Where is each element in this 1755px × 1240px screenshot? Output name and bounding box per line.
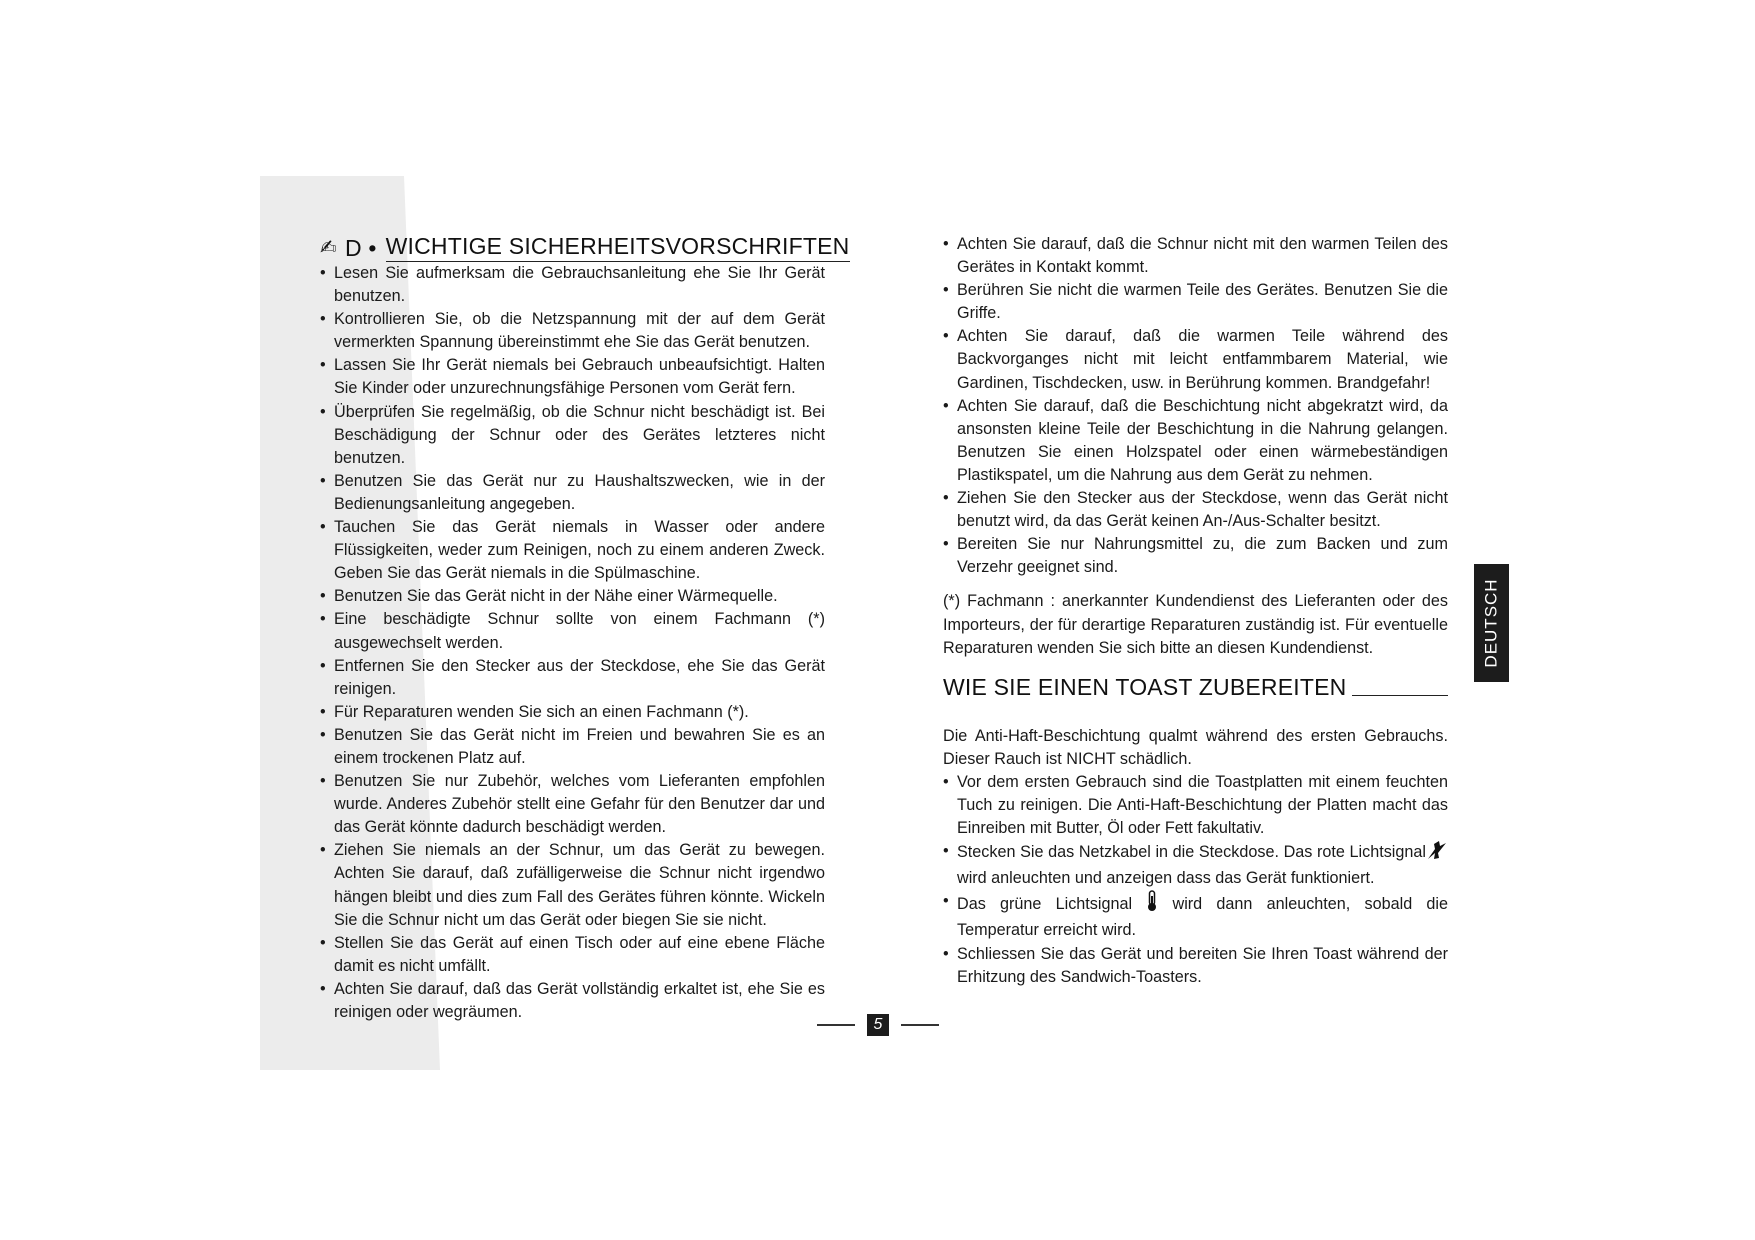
page-number-rule-right xyxy=(901,1024,939,1026)
heading-lead: D • xyxy=(344,235,377,261)
left-column xyxy=(320,232,850,1024)
page-number xyxy=(817,1013,939,1037)
step-text-a: Das grüne Lichtsignal xyxy=(957,895,1133,914)
list-item: • Benutzen Sie nur Zubehör, welches vom Lieferanten empfohlen wurde. Anderes Zubehör stellt eine Gefahr für den Benutzer dar und das Gerät könnte dadurch beschädigt werden. xyxy=(320,770,825,839)
list-item: • Benutzen Sie das Gerät nur zu Haushaltszwecken, wie in der Bedienungsanleitung angegeben. xyxy=(320,470,825,516)
list-item: • Schliessen Sie das Gerät und bereiten Sie Ihren Toast während der Erhitzung des Sandwich-Toasters. xyxy=(943,943,1448,989)
toast-heading xyxy=(943,673,1448,701)
list-item: • Benutzen Sie das Gerät nicht im Freien und bewahren Sie es an einem trockenen Platz auf. xyxy=(320,724,825,770)
list-item: • Vor dem ersten Gebrauch sind die Toastplatten mit einem feuchten Tuch zu reinigen. Die Anti-Haft-Beschichtung der Platten macht das Einreiben mit Butter, Öl oder Fett fakultativ. xyxy=(943,771,1448,840)
page-number-value: 5 xyxy=(867,1014,889,1036)
toast-steps xyxy=(943,771,1448,989)
power-plug-icon xyxy=(1426,840,1448,867)
list-item: • Achten Sie darauf, daß das Gerät vollständig erkaltet ist, ehe Sie es reinigen oder wegräumen. xyxy=(320,978,825,1024)
list-item: • Kontrollieren Sie, ob die Netzspannung mit der auf dem Gerät vermerkten Spannung übereinstimmt ehe Sie das Gerät benutzen. xyxy=(320,308,825,354)
fachmann-note: (*) Fachmann : anerkannter Kundendienst des Lieferanten oder des Importeurs, der für derartige Reparaturen zuständig ist. Für eventuelle Reparaturen wenden Sie sich bitte an diesen Kundendienst. xyxy=(943,592,1448,657)
list-item: • Bereiten Sie nur Nahrungsmittel zu, die zum Backen und zum Verzehr geeignet sind. xyxy=(943,533,1448,579)
list-item: • Achten Sie darauf, daß die warmen Teile während des Backvorganges nicht mit leicht entfammbarem Material, wie Gardinen, Tischdecken, usw. in Berührung kommen. Brandgefahr! xyxy=(943,325,1448,394)
safety-heading xyxy=(320,232,850,262)
page-number-rule-left xyxy=(817,1024,855,1026)
list-item: • Berühren Sie nicht die warmen Teile des Gerätes. Benutzen Sie die Griffe. xyxy=(943,279,1448,325)
list-item: • Achten Sie darauf, daß die Schnur nicht mit den warmen Teilen des Gerätes in Kontakt kommt. xyxy=(943,233,1448,279)
right-column xyxy=(943,233,1448,989)
list-item xyxy=(943,840,1448,890)
toast-heading-title: WIE SIE EINEN TOAST ZUBEREITEN xyxy=(943,673,1347,700)
safety-list-continued xyxy=(943,233,1448,579)
writing-hand-icon: ✍ xyxy=(320,237,337,259)
list-item xyxy=(943,890,1448,942)
list-item: • Für Reparaturen wenden Sie sich an einen Fachmann (*). xyxy=(320,701,825,724)
list-item: • Stellen Sie das Gerät auf einen Tisch oder auf eine ebene Fläche damit es nicht umfällt. xyxy=(320,932,825,978)
list-item: • Ziehen Sie den Stecker aus der Steckdose, wenn das Gerät nicht benutzt wird, da das Gerät keinen An-/Aus-Schalter besitzt. xyxy=(943,487,1448,533)
heading-title: WICHTIGE SICHERHEITSVORSCHRIFTEN xyxy=(386,232,850,262)
language-tab-label: DEUTSCH xyxy=(1481,578,1501,668)
heading-rule xyxy=(1352,695,1448,696)
step-text-b: wird dann anleuchten, sobald die Temperatur erreicht wird. xyxy=(957,895,1449,940)
list-item: • Achten Sie darauf, daß die Beschichtung nicht abgekratzt wird, da ansonsten kleine Teile der Beschichtung in die Nahrung gelangen. Benutzen Sie einen Holzspatel oder einen wärmebeständigen Plastikspatel, um die Nahrung aus dem Gerät zu nehmen. xyxy=(943,395,1448,487)
safety-list xyxy=(320,262,825,1024)
thermometer-icon xyxy=(1146,890,1158,919)
list-item: • Eine beschädigte Schnur sollte von einem Fachmann (*) ausgewechselt werden. xyxy=(320,608,825,654)
list-item: • Benutzen Sie das Gerät nicht in der Nähe einer Wärmequelle. xyxy=(320,585,825,608)
list-item: • Entfernen Sie den Stecker aus der Steckdose, ehe Sie das Gerät reinigen. xyxy=(320,655,825,701)
list-item: • Lassen Sie Ihr Gerät niemals bei Gebrauch unbeaufsichtigt. Halten Sie Kinder oder unzurechnungsfähige Personen vom Gerät fern. xyxy=(320,354,825,400)
list-item: • Lesen Sie aufmerksam die Gebrauchsanleitung ehe Sie Ihr Gerät benutzen. xyxy=(320,262,825,308)
language-tab xyxy=(1474,564,1509,682)
step-text-a: Stecken Sie das Netzkabel in die Steckdose. Das rote Lichtsignal xyxy=(957,843,1426,862)
list-item: • Überprüfen Sie regelmäßig, ob die Schnur nicht beschädigt ist. Bei Beschädigung der Schnur oder des Gerätes letzteres nicht benutzen. xyxy=(320,401,825,470)
toast-intro: Die Anti-Haft-Beschichtung qualmt während des ersten Gebrauchs. Dieser Rauch ist NICHT schädlich. xyxy=(943,726,1448,768)
step-text-b: wird anleuchten und anzeigen dass das Gerät funktioniert. xyxy=(957,869,1375,888)
list-item: • Tauchen Sie das Gerät niemals in Wasser oder andere Flüssigkeiten, weder zum Reinigen, noch zu einem anderen Zweck. Geben Sie das Gerät niemals in die Spülmaschine. xyxy=(320,516,825,585)
list-item: • Ziehen Sie niemals an der Schnur, um das Gerät zu bewegen. Achten Sie darauf, daß zufälligerweise die Schnur nicht irgendwo hängen bleibt und dies zum Fall des Gerätes führen könnte. Wickeln Sie die Schnur nicht um das Gerät oder biegen Sie sie nicht. xyxy=(320,839,825,931)
